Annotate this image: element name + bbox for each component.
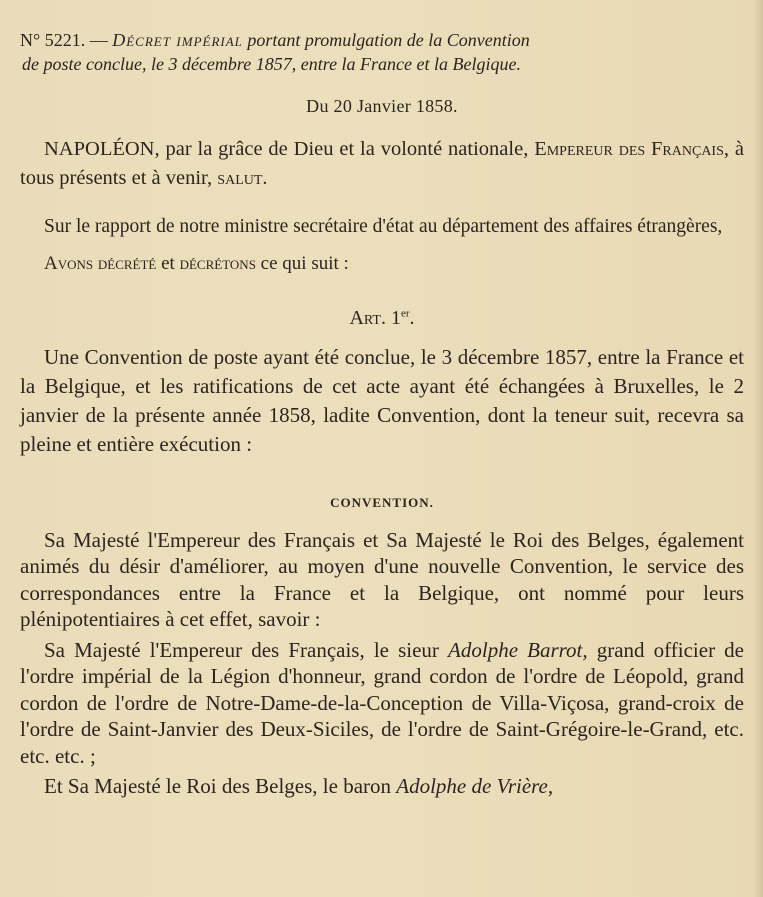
napoleon-text-2: , à tous présents et à venir, (20, 138, 744, 189)
decrete-word: décrété (97, 253, 157, 274)
avons-word: Avons (44, 253, 94, 274)
decree-title-smallcaps: Décret impérial (112, 30, 243, 50)
napoleon-end: . (262, 167, 268, 189)
salut-word: salut (217, 167, 263, 189)
convention-body (20, 527, 744, 800)
rapport-paragraph: Sur le rapport de notre ministre secrétaire d'état au département des affaires étrangères, (44, 215, 723, 237)
napoleon-name: NAPOLÉON (44, 138, 155, 160)
article-end: . (409, 306, 415, 329)
decree-title-rest: portant promulgation de la Convention (242, 30, 530, 50)
p2-rest: grand officier de l'ordre impérial de la Légion d'honneur, grand cordon de l'ordre de Léopold, grand cordon de l'ordre de Notre-Dame-de-la-Conception de Villa-Viçosa, grand-croix de l'ordre de Saint-Janvier des Deux-Siciles, de l'ordre de Saint-Grégoire-le-Grand, etc. etc. etc. ; (20, 637, 744, 768)
empereur-title: Empereur des Français (534, 138, 724, 160)
plenipotentiary-name-1: Adolphe Barrot, (448, 637, 588, 662)
convention-paragraph-3 (20, 773, 744, 800)
napoleon-paragraph (20, 135, 744, 193)
decree-number: N° 5221. (20, 30, 86, 50)
convention-paragraph-2 (20, 637, 744, 770)
avons-paragraph (20, 251, 744, 277)
convention-heading: CONVENTION. (330, 494, 434, 510)
page-fold-shadow (753, 0, 763, 897)
p2-start: Sa Majesté l'Empereur des Français, le sieur (44, 637, 449, 662)
document-content (20, 28, 744, 800)
article-body: Une Convention de poste ayant été conclue, le 3 décembre 1857, entre la France et la Belgique, et les ratifications de cet acte ayant été échangées à Bruxelles, le 2 janvier de la présente année 1858, ladite Convention, dont la teneur suit, recevra sa pleine et entière exécution : (20, 344, 744, 456)
decretons-word: décrétons (179, 253, 256, 274)
convention-paragraph-1: Sa Majesté l'Empereur des Français et Sa Majesté le Roi des Belges, également animés du désir d'améliorer, au moyen d'une nouvelle Convention, le service des correspondances entre la France et la Belgique, ont nommé pour leurs plénipotentiaires à cet effet, savoir : (20, 527, 744, 631)
decree-header (20, 28, 744, 76)
article-heading (20, 307, 744, 330)
avons-et: et (156, 253, 180, 274)
avons-rest: ce qui suit : (255, 253, 349, 274)
napoleon-text-1: , par la grâce de Dieu et la volonté nationale, (154, 138, 535, 160)
decree-date: Du 20 Janvier 1858. (306, 96, 458, 116)
decree-title-line2: de poste conclue, le 3 décembre 1857, entre la France et la Belgique. (22, 54, 521, 74)
p3-start: Et Sa Majesté le Roi des Belges, le baron (44, 774, 397, 798)
header-dash: — (85, 30, 113, 50)
article-sup: er (400, 306, 410, 319)
plenipotentiary-name-2: Adolphe de Vrière, (396, 774, 554, 798)
article-label: Art. 1 (349, 306, 401, 329)
